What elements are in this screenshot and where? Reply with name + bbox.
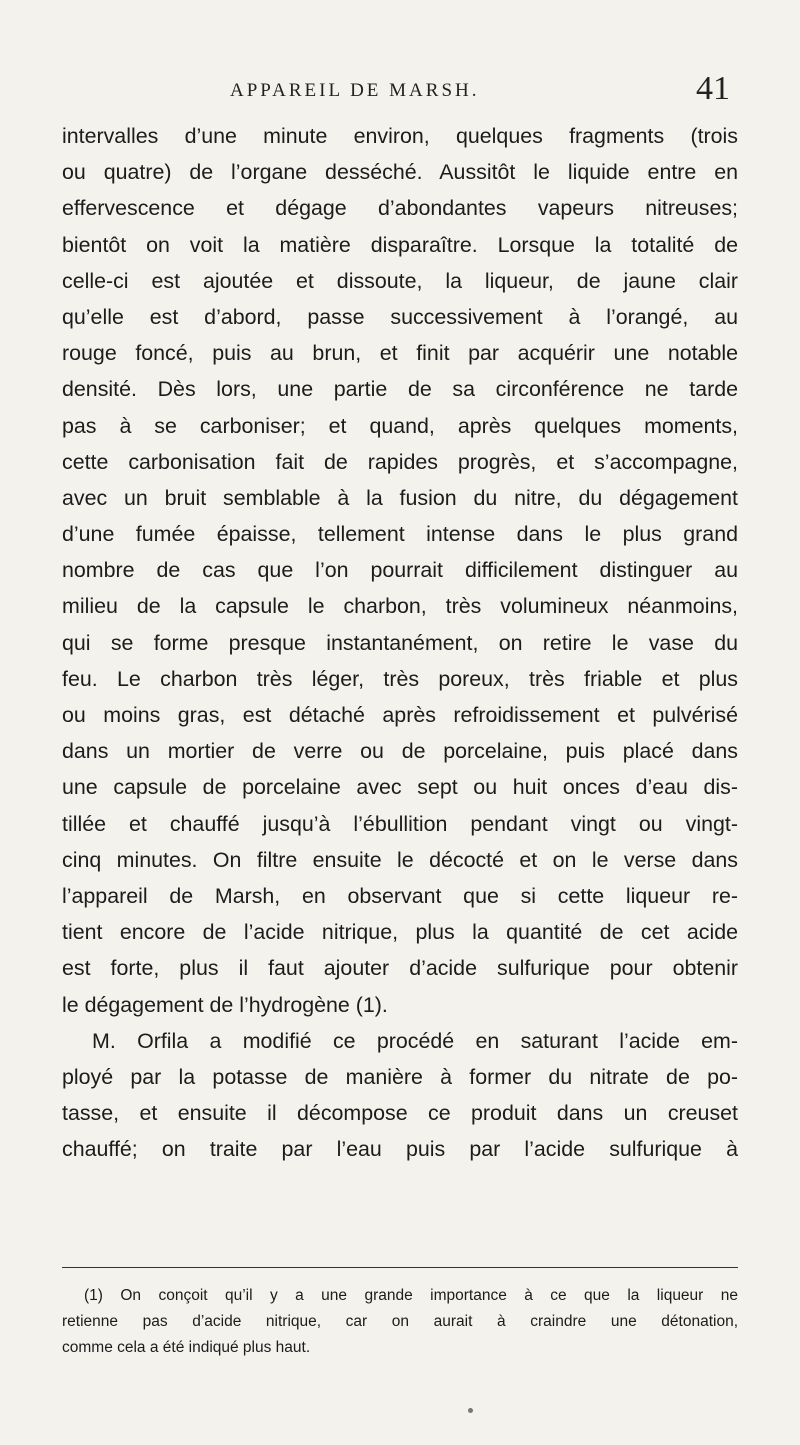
text-line: est forte, plus il faut ajouter d’acide sulfurique pour obtenir bbox=[62, 956, 738, 981]
text-line: tillée et chauffé jusqu’à l’ébullition pendant vingt ou vingt- bbox=[62, 811, 738, 836]
text-line: ployé par la potasse de manière à former du nitrate de po- bbox=[62, 1064, 738, 1089]
text-line: nombre de cas que l’on pourrait difficilement distinguer au bbox=[62, 558, 738, 583]
text-line: une capsule de porcelaine avec sept ou huit onces d’eau dis- bbox=[62, 775, 738, 800]
footnote bbox=[62, 1283, 738, 1361]
text-line: bientôt on voit la matière disparaître. Lorsque la totalité de bbox=[62, 232, 738, 257]
text-line: intervalles d’une minute environ, quelques fragments (trois bbox=[62, 124, 738, 148]
footnote-divider bbox=[62, 1267, 738, 1268]
text-line: tient encore de l’acide nitrique, plus la quantité de cet acide bbox=[62, 920, 738, 945]
text-line: effervescence et dégage d’abondantes vapeurs nitreuses; bbox=[62, 196, 738, 221]
body-text bbox=[62, 118, 738, 1167]
text-line: ou moins gras, est détaché après refroidissement et pulvérisé bbox=[62, 703, 738, 727]
page-number: 41 bbox=[696, 70, 730, 107]
text-line: rouge foncé, puis au brun, et finit par acquérir une notable bbox=[62, 341, 738, 366]
footnote-line: retienne pas d’acide nitrique, car on aurait à craindre une détonation, bbox=[62, 1313, 738, 1330]
text-line: cette carbonisation fait de rapides progrès, et s’accompagne, bbox=[62, 449, 738, 474]
running-head bbox=[60, 70, 730, 114]
text-line: densité. Dès lors, une partie de sa circonférence ne tarde bbox=[62, 377, 738, 402]
text-line: tasse, et ensuite il décompose ce produit dans un creuset bbox=[62, 1101, 738, 1126]
footnote-line: comme cela a été indiqué plus haut. bbox=[62, 1339, 311, 1356]
text-line: ou quatre) de l’organe desséché. Aussitôt le liquide entre en bbox=[62, 160, 738, 185]
text-line: feu. Le charbon très léger, très poreux, très friable et plus bbox=[62, 666, 738, 691]
text-line: l’appareil de Marsh, en observant que si cette liqueur re- bbox=[62, 883, 738, 908]
text-line: avec un bruit semblable à la fusion du nitre, du dégagement bbox=[62, 485, 738, 510]
running-title: APPAREIL DE MARSH. bbox=[230, 80, 480, 101]
text-line: le dégagement de l’hydrogène (1). bbox=[62, 992, 388, 1017]
text-line: d’une fumée épaisse, tellement intense dans le plus grand bbox=[62, 522, 738, 547]
text-line: milieu de la capsule le charbon, très volumineux néanmoins, bbox=[62, 594, 738, 619]
text-line: celle-ci est ajoutée et dissoute, la liqueur, de jaune clair bbox=[62, 268, 738, 293]
text-line: chauffé; on traite par l’eau puis par l’acide sulfurique à bbox=[62, 1137, 738, 1162]
text-line: qu’elle est d’abord, passe successivement à l’orangé, au bbox=[62, 304, 738, 329]
text-line: M. Orfila a modifié ce procédé en saturant l’acide em- bbox=[92, 1028, 738, 1053]
footnote-line: (1) On conçoit qu’il y a une grande importance à ce que la liqueur ne bbox=[84, 1287, 738, 1304]
text-line: qui se forme presque instantanément, on retire le vase du bbox=[62, 630, 738, 655]
text-line: dans un mortier de verre ou de porcelaine, puis placé dans bbox=[62, 739, 738, 764]
text-line: pas à se carboniser; et quand, après quelques moments, bbox=[62, 413, 738, 438]
text-line: cinq minutes. On filtre ensuite le décocté et on le verse dans bbox=[62, 847, 738, 872]
ink-speck bbox=[468, 1408, 473, 1413]
